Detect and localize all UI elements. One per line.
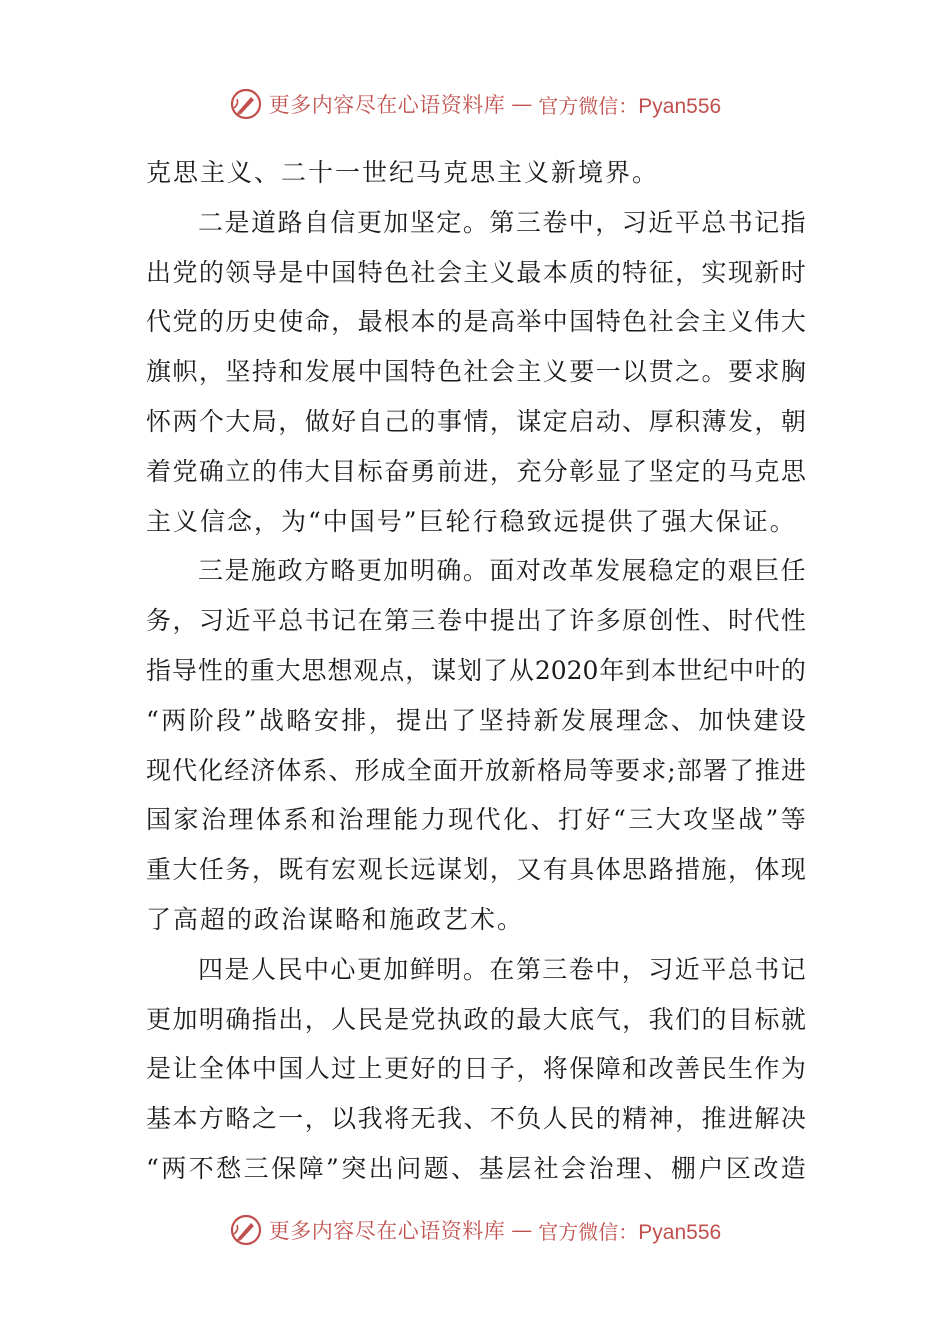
pen-logo-icon [229, 1213, 263, 1247]
text-line: 是 让 全 体 中 国 人 过 上 更 好 的 日 子 ， 将 保 障 和 改 善 民 生 作 为 [146, 1054, 806, 1084]
text-line: 了高超的政治谋略和施政艺术。 [146, 904, 525, 934]
banner-separator: — [511, 1218, 533, 1242]
banner-title: 更多内容尽在心语资料库 [268, 1219, 506, 1243]
text-line: 国 家 治 理 体 系 和 治 理 能 力 现 代 化 、 打 好 “ 三 大 攻 坚 战 ” 等 [146, 805, 806, 835]
text-line: 三 是 施 政 方 略 更 加 明 确 。 面 对 改 革 发 展 稳 定 的 艰 巨 任 [198, 556, 806, 586]
text-line: 旗 帜 ， 坚 持 和 发 展 中 国 特 色 社 会 主 义 要 一 以 贯 之 。 要 求 胸 [146, 357, 806, 387]
text-line: 基 本 方 略 之 一 ， 以 我 将 无 我 、 不 负 人 民 的 精 神 ， 推 进 解 决 [146, 1104, 806, 1134]
banner-contact [538, 90, 721, 119]
banner-separator: — [511, 92, 533, 116]
banner-title: 更多内容尽在心语资料库 [268, 93, 506, 117]
text-line: 代 党 的 历 史 使 命 ， 最 根 本 的 是 高 举 中 国 特 色 社 会 主 义 伟 大 [146, 307, 806, 337]
text-line: 更 加 明 确 指 出 ， 人 民 是 党 执 政 的 最 大 底 气 ， 我 们 的 目 标 就 [146, 1004, 806, 1034]
banner-contact-label: 官方微信： [538, 93, 639, 118]
pen-logo-icon [229, 87, 263, 121]
text-line: 出 党 的 领 导 是 中 国 特 色 社 会 主 义 最 本 质 的 特 征 ， 实 现 新 时 [146, 257, 806, 287]
footer-banner [0, 1208, 950, 1252]
text-line: 怀 两 个 大 局 ， 做 好 自 己 的 事 情 ， 谋 定 启 动 、 厚 积 薄 发 ， 朝 [146, 406, 806, 436]
text-line: 二 是 道 路 自 信 更 加 坚 定 。 第 三 卷 中 ， 习 近 平 总 书 记 指 [198, 207, 806, 237]
document-body [146, 148, 806, 1194]
text-line: “ 两 阶 段 ” 战 略 安 排 ， 提 出 了 坚 持 新 发 展 理 念 、 加 快 建 设 [146, 705, 806, 735]
text-line: 重 大 任 务 ， 既 有 宏 观 长 远 谋 划 ， 又 有 具 体 思 路 措 施 ， 体 现 [146, 855, 806, 885]
banner-contact [538, 1216, 721, 1245]
text-line: 克思主义、二十一世纪马克思主义新境界。 [146, 158, 660, 187]
banner-contact-id: Pyan556 [638, 1220, 722, 1244]
text-line: 主义信念，为“中国号”巨轮行稳致远提供了强大保证。 [146, 506, 797, 536]
header-banner [0, 82, 950, 126]
text-line: 指 导 性 的 重 大 思 想 观 点 ， 谋 划 了 从 2020 年 到 本 世 纪 中 叶 的 [146, 655, 806, 685]
text-line: 务 ， 习 近 平 总 书 记 在 第 三 卷 中 提 出 了 许 多 原 创 性 、 时 代 性 [146, 606, 806, 636]
text-line: 着 党 确 立 的 伟 大 目 标 奋 勇 前 进 ， 充 分 彰 显 了 坚 定 的 马 克 思 [146, 456, 806, 486]
banner-contact-id: Pyan556 [638, 94, 722, 118]
banner-contact-label: 官方微信： [538, 1219, 639, 1244]
text-line: “ 两 不 愁 三 保 障 ” 突 出 问 题 、 基 层 社 会 治 理 、 棚 户 区 改 造 [146, 1153, 806, 1183]
text-line: 四 是 人 民 中 心 更 加 鲜 明 。 在 第 三 卷 中 ， 习 近 平 总 书 记 [198, 954, 806, 984]
text-line: 现 代 化 经 济 体 系 、 形 成 全 面 开 放 新 格 局 等 要 求 ; 部 署 了 推 进 [146, 755, 806, 785]
